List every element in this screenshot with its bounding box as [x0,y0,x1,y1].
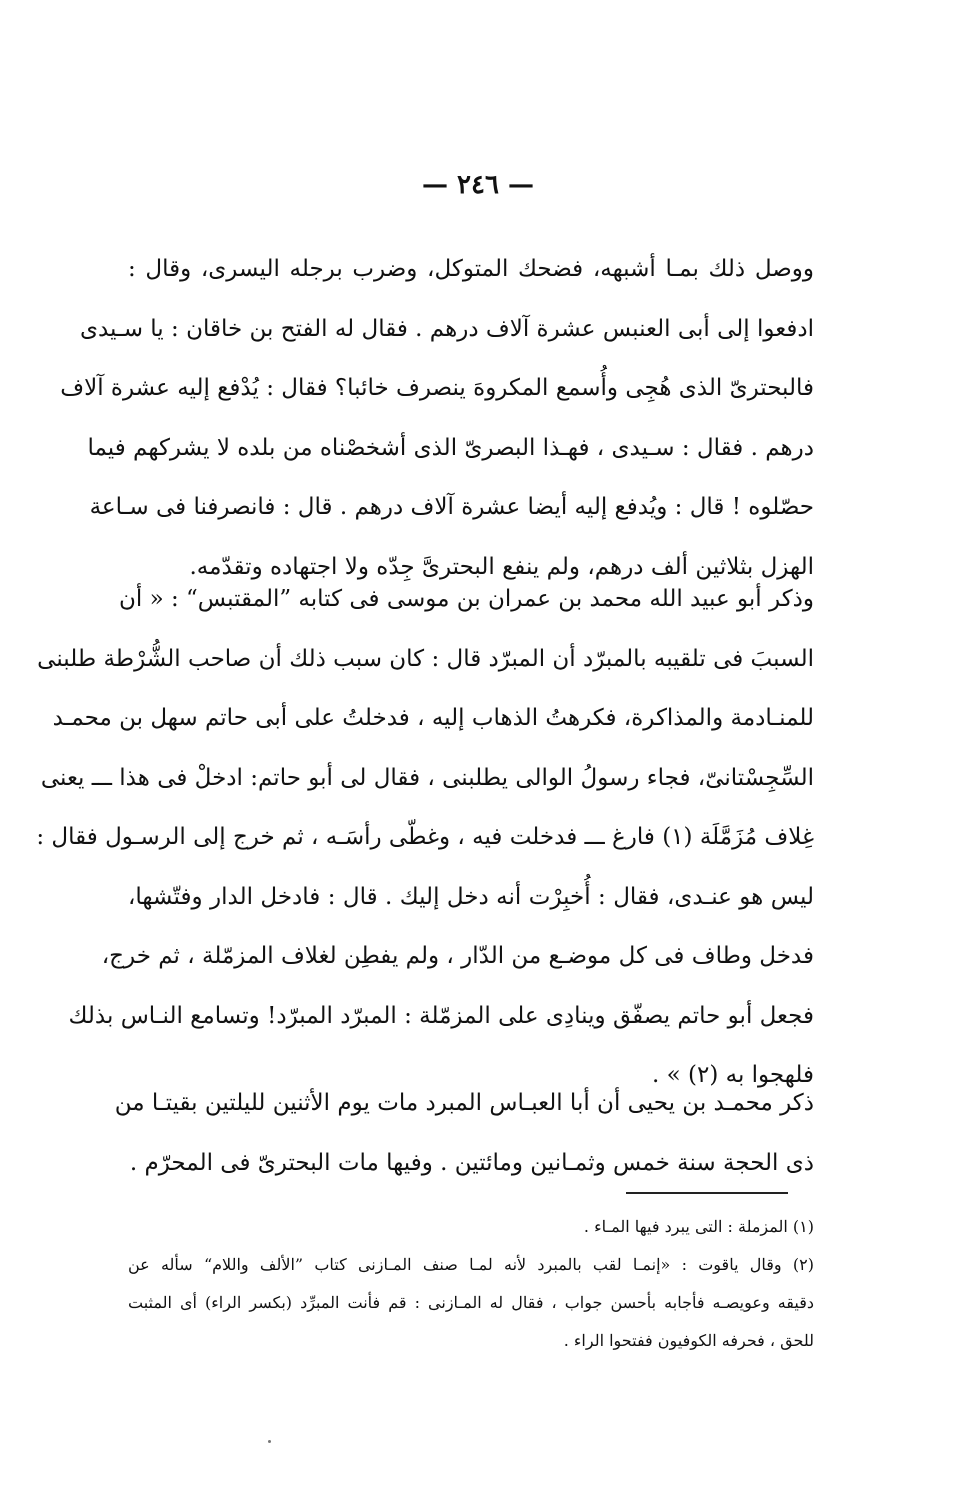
text-line: غِلاف مُزَمَّلَة (١) فارغ ـــ فدخلت فيه ، وغطّى رأسَـه ، ثم خرج إلى الرسـول فقال : [36,824,814,850]
text-line: فالبحترىّ الذى هُجِى وأُسمع المكروهَ ينصرف خائبا؟ فقال : يُدْفع إليه عشرة آلاف [60,375,814,401]
text-line: فلهجوا به (٢) » . [651,1062,814,1088]
text-line: السببَ فى تلقيبه بالمبرّد أن المبرّد قال : كان سبب ذلك أن صاحب الشُّرْطة طلبنى [37,645,814,672]
footnote-2-line: (٢) وقال ياقوت : «إنمـا لقب بالمبرد لأنه لمـا صنف المـازنى كتاب ”الألف واللام“ سأله عن [128,1255,814,1274]
text-line: وذكر أبو عبيد الله محمد بن عمران بن موسى فى كتابه ”المقتبس“ : « أن [119,586,814,612]
text-line: السِّجِسْتانىّ، فجاء رسولُ الوالى يطلبنى ، فقال لى أبو حاتم: ادخلْ فى هذا ـــ يعنى [40,764,814,791]
text-line: فدخل وطاف فى كل موضـع من الدّار ، ولم يفطِن لغلاف المزمّلة ، ثم خرج، [101,943,814,969]
paragraph-1 [60,240,814,597]
footnote-2-line: للحق ، فحرفه الكوفيون ففتحوا الراء . [563,1331,814,1350]
footnote-1: (١) المزملة : التى يبرد فيها المـاء . [583,1217,814,1236]
text-line: للمنـادمة والمذاكرة، فكرهتُ الذهاب إليه ، فدخلتُ على أبى حاتم سهل بن محمـد [52,705,814,731]
footnotes [128,1208,814,1360]
text-line: ادفعوا إلى أبى العنبس عشرة آلاف درهم . فقال له الفتح بن خاقان : يا سـيدى [79,315,814,342]
page-number: — ٢٤٦ — [421,170,535,200]
paragraph-2 [36,570,814,1106]
footnote-separator [626,1192,788,1194]
text-line: درهم . فقال : سـيدى ، فهـذا البصرىّ الذى أشخصْناه من بلده لا يشركهم فيما [87,434,814,461]
text-line: فجعل أبو حاتم يصفّق وينادِى على المزمّلة : المبرّد المبرّد! وتسامع النـاس بذلك [68,1002,814,1029]
text-line: ذكر محمـد بن يحيى أن أبا العبـاس المبرد مات يوم الأثنين لليلتين بقيتـا من [114,1090,814,1116]
text-line: ذى الحجة سنة خمس وثمـانين ومائتين . وفيها مات البحترىّ فى المحرّم . [129,1149,814,1176]
scan-speck [268,1440,271,1443]
text-line: ليس هو عنـدى، فقال : أُخبِرْت أنه دخل إليك . قال : فادخل الدار وفتّشها، [128,883,814,910]
text-line: حصّلوه ! قال : ويُدفع إليه أيضا عشرة آلاف درهم . قال : فانصرفنا فى سـاعة [89,494,814,520]
text-line: ووصل ذلك بمـا أشبهه، فضحك المتوكل، وضرب برجله اليسرى، وقال : [128,256,814,282]
footnote-2-line: دقيقه وعويصـه فأجابه بأحسن جواب ، فقال له المـازنى : قم فأنت المبرِّد (بكسر الراء) أى المثبت [128,1293,814,1312]
paragraph-3 [114,1074,814,1193]
text-line: الهزل بثلاثين ألف درهم، ولم ينفع البحترىَّ جِدّه ولا اجتهاده وتقدّمه. [189,553,814,580]
